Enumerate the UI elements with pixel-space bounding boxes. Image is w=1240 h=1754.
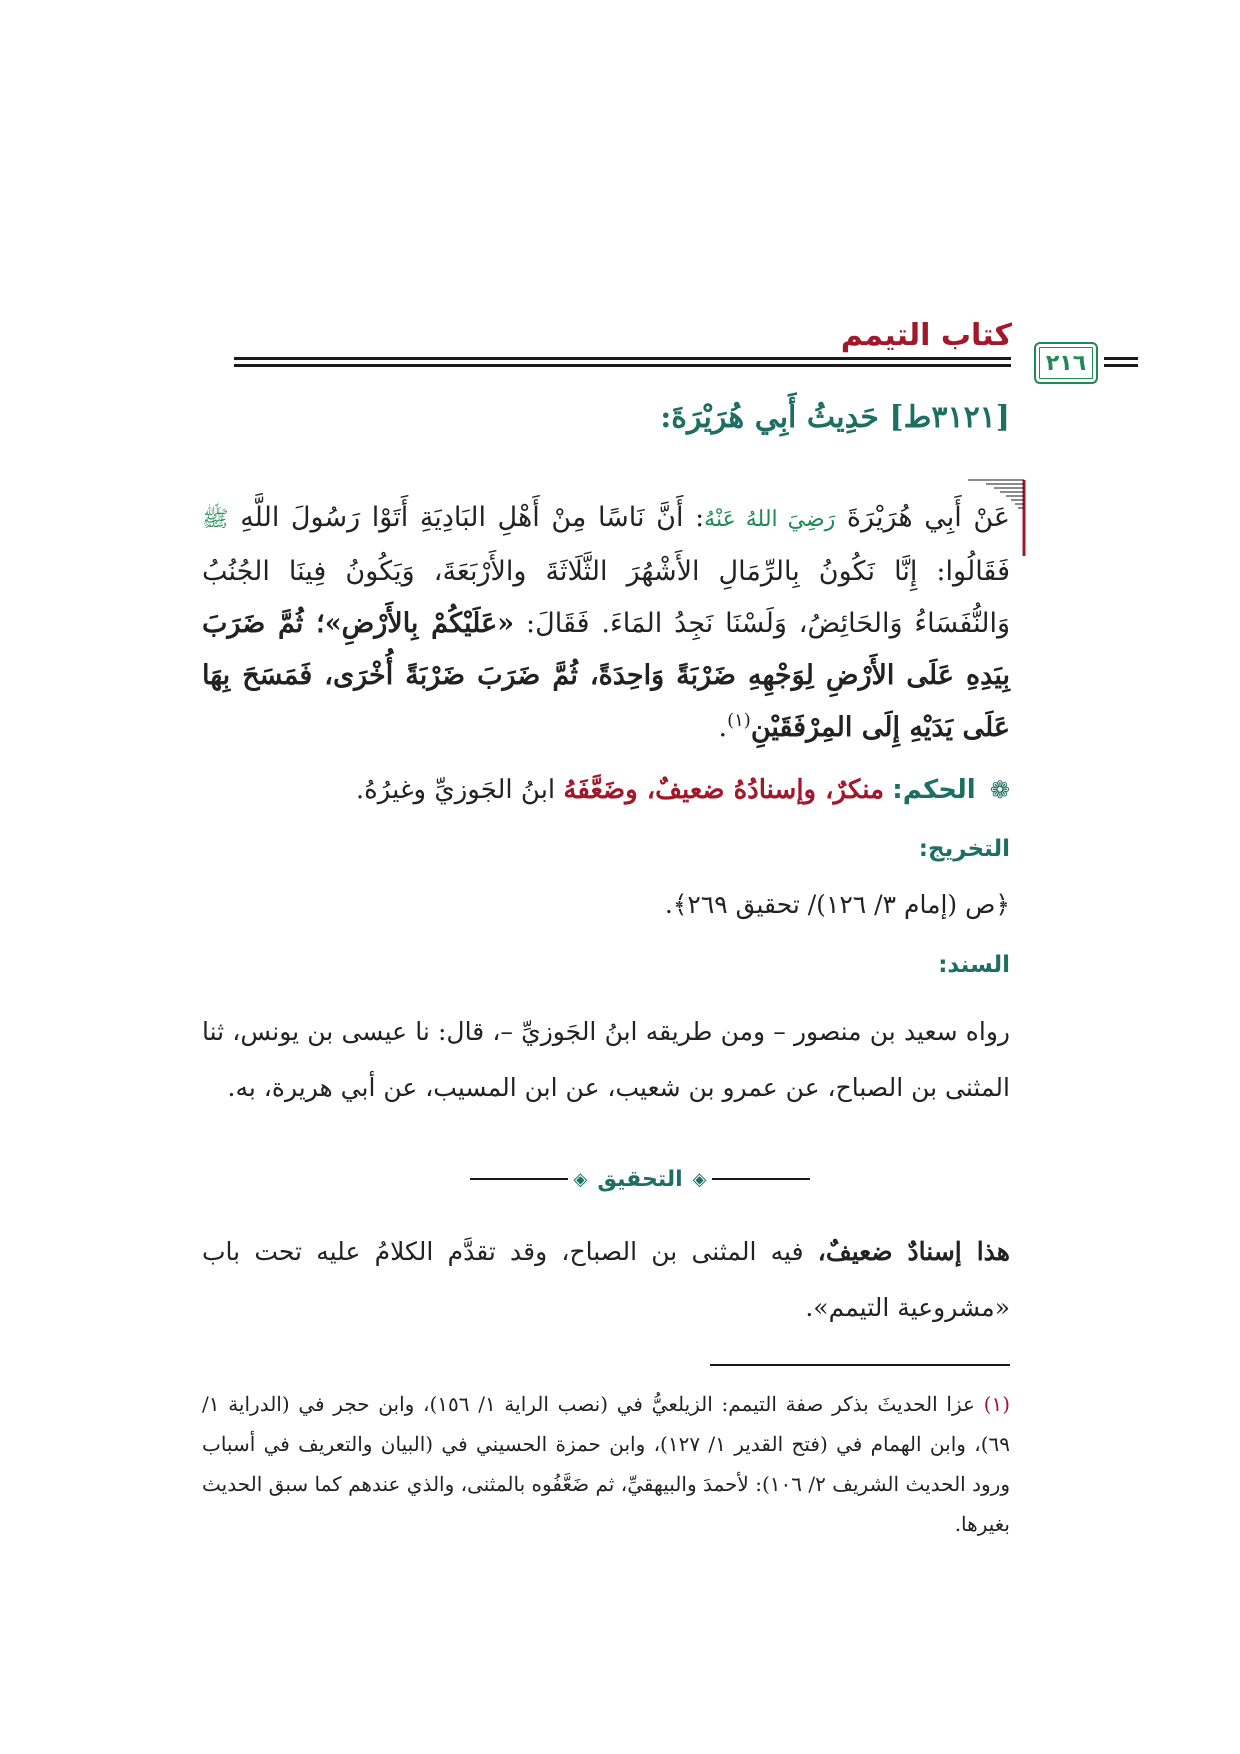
- ruling-line: [202, 770, 1010, 810]
- divider-line: [712, 1178, 810, 1180]
- ruling-verdict: منكرٌ، وإسنادُهُ ضعيفٌ، وضَعَّفَهُ: [563, 775, 885, 805]
- tahqiq-text: [202, 1224, 1010, 1336]
- footnote-text: عزا الحديثَ بذكر صفة التيمم: الزيلعيُّ في (نصب الراية ١/ ١٥٦)، وابن حجر في (الدراية ١/ ٦٩)، وابن الهمام في (فتح القدير ١/ ١٢٧)، وابن حمزة الحسيني في (البيان والتعريف في أسباب ورود الحديث الشريف ٢/ ١٠٦): لأحمدَ والبيهقيِّ، ثم ضَعَّفُوه بالمثنى، والذي عندهم كما سبق الحديث بغيرها.: [202, 1392, 1011, 1536]
- footnote: [202, 1384, 1010, 1544]
- footnote-ref: (١): [727, 710, 751, 731]
- footnote-number: (١): [983, 1392, 1010, 1416]
- sanad-text: رواه سعيد بن منصور – ومن طريقه ابنُ الجَوزيِّ –، قال: نا عيسى بن يونس، ثنا المثنى بن الصباح، عن عمرو بن شعيب، عن ابن المسيب، عن أبي هريرة، به.: [202, 1017, 1010, 1102]
- section-heading: [660, 400, 1010, 435]
- flower-icon: ❁: [989, 776, 1010, 804]
- header-rule: [234, 357, 1011, 360]
- page-number-frame: [1034, 342, 1098, 384]
- section-code: [٣١٢١ط]: [889, 400, 1010, 435]
- page-number: ٢١٦: [1045, 350, 1087, 376]
- footnote-rule: [710, 1364, 1010, 1366]
- hadith-end: .: [718, 712, 728, 743]
- header-rule-side: [1104, 357, 1138, 360]
- ornament-icon: ◈: [692, 1168, 707, 1190]
- header-rule-side: [1104, 364, 1138, 367]
- hadith-bold-quote: «عَلَيْكُمْ بِالأَرْضِ»؛ ثُمَّ ضَرَبَ بِيَدِهِ عَلَى الأَرْضِ لِوَجْهِهِ ضَرْبَةً وَاحِدَةً، ثُمَّ ضَرَبَ ضَرْبَةً أُخْرَى، فَمَسَحَ بِهَا عَلَى يَدَيْهِ إِلَى المِرْفَقَيْنِ: [202, 608, 1010, 743]
- tahqiq-divider: [470, 1164, 810, 1194]
- hadith-part: عَنْ أَبِي هُرَيْرَةَ: [846, 502, 1010, 533]
- ornament-icon: ◈: [573, 1168, 588, 1190]
- header-rule: [234, 364, 1011, 367]
- radi-glyph: رَضِيَ اللهُ عَنْهُ: [704, 507, 836, 532]
- sanad-heading: السند:: [938, 952, 1010, 978]
- ruling-label: الحكم:: [892, 775, 976, 805]
- hadith-part: فَقَالُوا: إِنَّا نَكُونُ بِالرِّمَالِ الأَشْهُرَ الثَّلَاثَةَ والأَرْبَعَةَ، وَيَكُونُ فِينَا الجُنُبُ وَالنُّفَسَاءُ وَالحَائِضُ، وَلَسْنَا نَجِدُ المَاءَ. فَقَالَ:: [202, 556, 1010, 639]
- running-title: كتاب التيمم: [840, 318, 1012, 353]
- divider-line: [470, 1178, 568, 1180]
- takhrij-heading: التخريج:: [918, 836, 1010, 862]
- ruling-rest: ابنُ الجَوزيِّ وغيرُهُ.: [355, 775, 556, 805]
- hadith-part: : أَنَّ نَاسًا مِنْ أَهْلِ البَادِيَةِ أَتَوْا رَسُولَ اللَّهِ: [240, 502, 705, 533]
- tahqiq-label: التحقيق: [597, 1166, 683, 1192]
- salla-glyph: ﷺ: [202, 507, 229, 532]
- hadith-text: [202, 492, 1010, 754]
- tahqiq-body: فيه المثنى بن الصباح، وقد تقدَّم الكلامُ عليه تحت باب «مشروعية التيمم».: [202, 1237, 1010, 1322]
- section-title: حَدِيثُ أَبِي هُرَيْرَةَ:: [660, 400, 879, 435]
- takhrij-line: ﴿ص (إمام ٣/ ١٢٦)/ تحقيق ٢٦٩﴾.: [664, 890, 1010, 919]
- tahqiq-bold: هذا إسنادٌ ضعيفٌ،: [817, 1237, 1010, 1266]
